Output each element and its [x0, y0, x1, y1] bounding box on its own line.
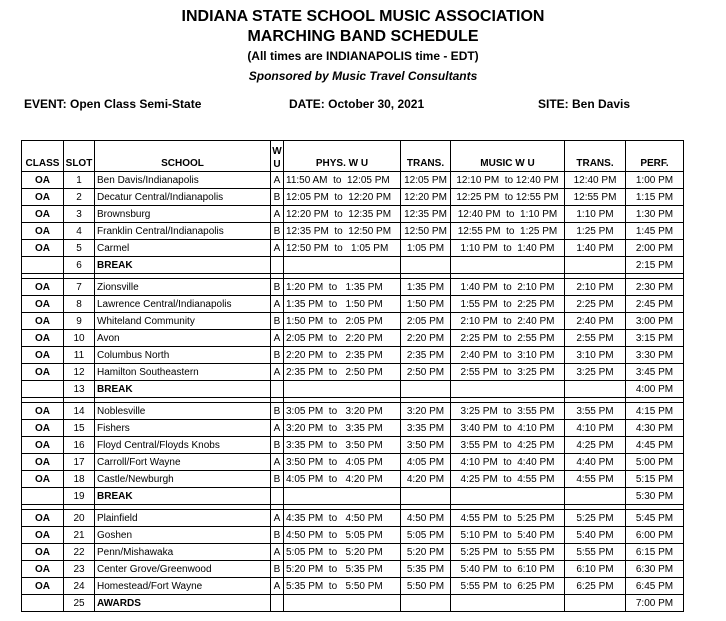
table-row: [22, 313, 684, 330]
phys-cell: 11:50 AM to 12:05 PM: [284, 172, 401, 189]
phys-cell: 1:35 PM to 1:50 PM: [284, 296, 401, 313]
phys-cell: 2:35 PM to 2:50 PM: [284, 364, 401, 381]
music-cell: 3:25 PM to 3:55 PM: [451, 403, 565, 420]
music-cell: 1:40 PM to 2:10 PM: [451, 279, 565, 296]
warmup-cell: B: [271, 437, 284, 454]
music-cell: 12:25 PM to 12:55 PM: [451, 189, 565, 206]
phys-cell: 12:05 PM to 12:20 PM: [284, 189, 401, 206]
phys-cell: [284, 488, 401, 505]
perf-cell: 5:45 PM: [626, 510, 684, 527]
trans-cell: [401, 257, 451, 274]
trans-cell: 3:50 PM: [401, 437, 451, 454]
perf-cell: 6:00 PM: [626, 527, 684, 544]
col-header-trans: TRANS.: [401, 141, 451, 172]
warmup-cell: [271, 488, 284, 505]
trans-cell: 2:35 PM: [401, 347, 451, 364]
school-cell: Ben Davis/Indianapolis: [95, 172, 271, 189]
table-row: [22, 578, 684, 595]
class-cell: OA: [22, 206, 64, 223]
table-row: [22, 403, 684, 420]
warmup-cell: B: [271, 403, 284, 420]
music-cell: 2:40 PM to 3:10 PM: [451, 347, 565, 364]
class-cell: OA: [22, 347, 64, 364]
slot-cell: 25: [64, 595, 95, 612]
trans-cell: 5:50 PM: [401, 578, 451, 595]
class-cell: OA: [22, 172, 64, 189]
warmup-cell: A: [271, 420, 284, 437]
page-subtitle: MARCHING BAND SCHEDULE: [247, 28, 479, 45]
phys-cell: 3:50 PM to 4:05 PM: [284, 454, 401, 471]
table-row: [22, 527, 684, 544]
slot-cell: 18: [64, 471, 95, 488]
school-cell: Center Grove/Greenwood: [95, 561, 271, 578]
trans2-cell: 4:10 PM: [565, 420, 626, 437]
break-row: [22, 595, 684, 612]
warmup-cell: [271, 595, 284, 612]
school-cell: Hamilton Southeastern: [95, 364, 271, 381]
warmup-cell: B: [271, 471, 284, 488]
phys-cell: [284, 595, 401, 612]
music-cell: 5:25 PM to 5:55 PM: [451, 544, 565, 561]
perf-cell: 3:15 PM: [626, 330, 684, 347]
trans2-cell: 2:10 PM: [565, 279, 626, 296]
music-cell: 1:55 PM to 2:25 PM: [451, 296, 565, 313]
trans2-cell: 2:55 PM: [565, 330, 626, 347]
perf-cell: 2:15 PM: [626, 257, 684, 274]
phys-cell: 5:20 PM to 5:35 PM: [284, 561, 401, 578]
perf-cell: 1:30 PM: [626, 206, 684, 223]
slot-cell: 21: [64, 527, 95, 544]
music-cell: 4:25 PM to 4:55 PM: [451, 471, 565, 488]
perf-cell: 1:45 PM: [626, 223, 684, 240]
slot-cell: 5: [64, 240, 95, 257]
table-row: [22, 510, 684, 527]
trans-cell: 2:05 PM: [401, 313, 451, 330]
music-cell: [451, 257, 565, 274]
music-cell: 12:10 PM to 12:40 PM: [451, 172, 565, 189]
perf-cell: 2:45 PM: [626, 296, 684, 313]
music-cell: [451, 381, 565, 398]
school-cell: AWARDS: [95, 595, 271, 612]
class-cell: OA: [22, 510, 64, 527]
col-header-class: CLASS: [22, 141, 64, 172]
col-header-wu-w: W: [272, 146, 282, 157]
slot-cell: 7: [64, 279, 95, 296]
trans-cell: [401, 488, 451, 505]
music-cell: 12:55 PM to 1:25 PM: [451, 223, 565, 240]
warmup-cell: [271, 381, 284, 398]
warmup-cell: A: [271, 364, 284, 381]
phys-cell: 2:05 PM to 2:20 PM: [284, 330, 401, 347]
table-row: [22, 471, 684, 488]
slot-cell: 13: [64, 381, 95, 398]
trans2-cell: [565, 381, 626, 398]
trans-cell: 1:50 PM: [401, 296, 451, 313]
trans-cell: 12:50 PM: [401, 223, 451, 240]
class-cell: OA: [22, 471, 64, 488]
phys-cell: 5:35 PM to 5:50 PM: [284, 578, 401, 595]
perf-cell: 3:30 PM: [626, 347, 684, 364]
trans2-cell: 12:40 PM: [565, 172, 626, 189]
trans-cell: 1:05 PM: [401, 240, 451, 257]
perf-cell: 3:45 PM: [626, 364, 684, 381]
table-header-row: [22, 141, 684, 172]
warmup-cell: A: [271, 510, 284, 527]
slot-cell: 11: [64, 347, 95, 364]
slot-cell: 12: [64, 364, 95, 381]
slot-cell: 10: [64, 330, 95, 347]
school-cell: Floyd Central/Floyds Knobs: [95, 437, 271, 454]
trans-cell: 3:35 PM: [401, 420, 451, 437]
table-row: [22, 189, 684, 206]
slot-cell: 17: [64, 454, 95, 471]
perf-cell: 1:00 PM: [626, 172, 684, 189]
class-cell: [22, 257, 64, 274]
class-cell: OA: [22, 578, 64, 595]
phys-cell: 3:35 PM to 3:50 PM: [284, 437, 401, 454]
trans-cell: 2:50 PM: [401, 364, 451, 381]
phys-cell: [284, 257, 401, 274]
phys-cell: 3:05 PM to 3:20 PM: [284, 403, 401, 420]
school-cell: Homestead/Fort Wayne: [95, 578, 271, 595]
table-row: [22, 544, 684, 561]
warmup-cell: B: [271, 347, 284, 364]
slot-cell: 15: [64, 420, 95, 437]
page-title: INDIANA STATE SCHOOL MUSIC ASSOCIATION: [181, 8, 545, 25]
warmup-cell: A: [271, 206, 284, 223]
trans2-cell: 1:10 PM: [565, 206, 626, 223]
table-row: [22, 223, 684, 240]
col-header-slot: SLOT: [64, 141, 95, 172]
trans-cell: 12:05 PM: [401, 172, 451, 189]
table-row: [22, 206, 684, 223]
class-cell: OA: [22, 561, 64, 578]
trans-cell: 5:20 PM: [401, 544, 451, 561]
trans2-cell: 5:25 PM: [565, 510, 626, 527]
phys-cell: 2:20 PM to 2:35 PM: [284, 347, 401, 364]
perf-cell: 6:15 PM: [626, 544, 684, 561]
trans2-cell: [565, 595, 626, 612]
warmup-cell: B: [271, 561, 284, 578]
col-header-wu: [271, 141, 284, 172]
table-row: [22, 437, 684, 454]
music-cell: 2:10 PM to 2:40 PM: [451, 313, 565, 330]
break-row: [22, 257, 684, 274]
warmup-cell: B: [271, 279, 284, 296]
event-site: SITE: Ben Davis: [538, 97, 631, 111]
phys-cell: 5:05 PM to 5:20 PM: [284, 544, 401, 561]
music-cell: [451, 595, 565, 612]
perf-cell: 2:00 PM: [626, 240, 684, 257]
table-row: [22, 172, 684, 189]
warmup-cell: [271, 257, 284, 274]
school-cell: Zionsville: [95, 279, 271, 296]
table-row: [22, 454, 684, 471]
trans2-cell: 5:55 PM: [565, 544, 626, 561]
music-cell: [451, 488, 565, 505]
col-header-perf: PERF.: [626, 141, 684, 172]
trans-cell: [401, 595, 451, 612]
perf-cell: 2:30 PM: [626, 279, 684, 296]
trans-cell: 1:35 PM: [401, 279, 451, 296]
trans2-cell: 2:25 PM: [565, 296, 626, 313]
table-row: [22, 240, 684, 257]
trans2-cell: 4:25 PM: [565, 437, 626, 454]
music-cell: 2:25 PM to 2:55 PM: [451, 330, 565, 347]
table-row: [22, 296, 684, 313]
class-cell: OA: [22, 189, 64, 206]
slot-cell: 1: [64, 172, 95, 189]
music-cell: 3:55 PM to 4:25 PM: [451, 437, 565, 454]
class-cell: OA: [22, 330, 64, 347]
slot-cell: 23: [64, 561, 95, 578]
table-row: [22, 330, 684, 347]
trans2-cell: 6:25 PM: [565, 578, 626, 595]
table-row: [22, 279, 684, 296]
trans-cell: 12:35 PM: [401, 206, 451, 223]
col-header-trans-2: TRANS.: [565, 141, 626, 172]
music-cell: 12:40 PM to 1:10 PM: [451, 206, 565, 223]
class-cell: OA: [22, 279, 64, 296]
trans2-cell: 3:10 PM: [565, 347, 626, 364]
school-cell: Goshen: [95, 527, 271, 544]
phys-cell: 3:20 PM to 3:35 PM: [284, 420, 401, 437]
slot-cell: 22: [64, 544, 95, 561]
warmup-cell: A: [271, 240, 284, 257]
school-cell: BREAK: [95, 257, 271, 274]
class-cell: OA: [22, 437, 64, 454]
school-cell: Franklin Central/Indianapolis: [95, 223, 271, 240]
slot-cell: 6: [64, 257, 95, 274]
warmup-cell: A: [271, 296, 284, 313]
class-cell: OA: [22, 527, 64, 544]
trans-cell: 4:05 PM: [401, 454, 451, 471]
event-name: EVENT: Open Class Semi-State: [24, 97, 202, 111]
perf-cell: 4:00 PM: [626, 381, 684, 398]
music-cell: 5:40 PM to 6:10 PM: [451, 561, 565, 578]
table-row: [22, 420, 684, 437]
trans-cell: 12:20 PM: [401, 189, 451, 206]
trans2-cell: [565, 488, 626, 505]
school-cell: Plainfield: [95, 510, 271, 527]
slot-cell: 8: [64, 296, 95, 313]
music-cell: 4:10 PM to 4:40 PM: [451, 454, 565, 471]
phys-cell: 12:50 PM to 1:05 PM: [284, 240, 401, 257]
perf-cell: 1:15 PM: [626, 189, 684, 206]
event-date: DATE: October 30, 2021: [289, 97, 425, 111]
warmup-cell: A: [271, 330, 284, 347]
warmup-cell: B: [271, 527, 284, 544]
music-cell: 1:10 PM to 1:40 PM: [451, 240, 565, 257]
school-cell: Carmel: [95, 240, 271, 257]
class-cell: [22, 488, 64, 505]
school-cell: BREAK: [95, 381, 271, 398]
school-cell: Brownsburg: [95, 206, 271, 223]
music-cell: 5:10 PM to 5:40 PM: [451, 527, 565, 544]
slot-cell: 24: [64, 578, 95, 595]
class-cell: OA: [22, 454, 64, 471]
trans-cell: [401, 381, 451, 398]
phys-cell: 4:50 PM to 5:05 PM: [284, 527, 401, 544]
class-cell: OA: [22, 223, 64, 240]
perf-cell: 4:30 PM: [626, 420, 684, 437]
slot-cell: 20: [64, 510, 95, 527]
class-cell: [22, 595, 64, 612]
col-header-phys: PHYS. W U: [284, 141, 401, 172]
class-cell: OA: [22, 240, 64, 257]
trans-cell: 4:50 PM: [401, 510, 451, 527]
warmup-cell: A: [271, 544, 284, 561]
schedule-table: [21, 140, 684, 612]
class-cell: OA: [22, 313, 64, 330]
slot-cell: 2: [64, 189, 95, 206]
class-cell: OA: [22, 420, 64, 437]
trans-cell: 5:05 PM: [401, 527, 451, 544]
warmup-cell: B: [271, 223, 284, 240]
perf-cell: 5:30 PM: [626, 488, 684, 505]
trans2-cell: [565, 257, 626, 274]
class-cell: [22, 381, 64, 398]
slot-cell: 9: [64, 313, 95, 330]
perf-cell: 5:00 PM: [626, 454, 684, 471]
perf-cell: 4:15 PM: [626, 403, 684, 420]
col-header-music: MUSIC W U: [451, 141, 565, 172]
perf-cell: 4:45 PM: [626, 437, 684, 454]
phys-cell: [284, 381, 401, 398]
phys-cell: 1:20 PM to 1:35 PM: [284, 279, 401, 296]
trans2-cell: 2:40 PM: [565, 313, 626, 330]
school-cell: Whiteland Community: [95, 313, 271, 330]
slot-cell: 14: [64, 403, 95, 420]
perf-cell: 5:15 PM: [626, 471, 684, 488]
warmup-cell: A: [271, 454, 284, 471]
trans2-cell: 5:40 PM: [565, 527, 626, 544]
trans2-cell: 12:55 PM: [565, 189, 626, 206]
class-cell: OA: [22, 544, 64, 561]
trans-cell: 4:20 PM: [401, 471, 451, 488]
music-cell: 4:55 PM to 5:25 PM: [451, 510, 565, 527]
slot-cell: 3: [64, 206, 95, 223]
trans-cell: 3:20 PM: [401, 403, 451, 420]
music-cell: 5:55 PM to 6:25 PM: [451, 578, 565, 595]
perf-cell: 6:45 PM: [626, 578, 684, 595]
trans2-cell: 1:25 PM: [565, 223, 626, 240]
phys-cell: 4:35 PM to 4:50 PM: [284, 510, 401, 527]
phys-cell: 1:50 PM to 2:05 PM: [284, 313, 401, 330]
school-cell: Noblesville: [95, 403, 271, 420]
trans2-cell: 1:40 PM: [565, 240, 626, 257]
school-cell: Avon: [95, 330, 271, 347]
trans2-cell: 3:55 PM: [565, 403, 626, 420]
school-cell: Fishers: [95, 420, 271, 437]
phys-cell: 12:20 PM to 12:35 PM: [284, 206, 401, 223]
class-cell: OA: [22, 403, 64, 420]
break-row: [22, 381, 684, 398]
slot-cell: 16: [64, 437, 95, 454]
table-row: [22, 364, 684, 381]
warmup-cell: A: [271, 172, 284, 189]
warmup-cell: B: [271, 189, 284, 206]
school-cell: Penn/Mishawaka: [95, 544, 271, 561]
class-cell: OA: [22, 296, 64, 313]
trans-cell: 2:20 PM: [401, 330, 451, 347]
warmup-cell: B: [271, 313, 284, 330]
school-cell: Lawrence Central/Indianapolis: [95, 296, 271, 313]
slot-cell: 4: [64, 223, 95, 240]
music-cell: 2:55 PM to 3:25 PM: [451, 364, 565, 381]
trans2-cell: 4:40 PM: [565, 454, 626, 471]
sponsor-line: Sponsored by Music Travel Consultants: [248, 69, 478, 83]
phys-cell: 4:05 PM to 4:20 PM: [284, 471, 401, 488]
perf-cell: 6:30 PM: [626, 561, 684, 578]
school-cell: Carroll/Fort Wayne: [95, 454, 271, 471]
school-cell: Columbus North: [95, 347, 271, 364]
perf-cell: 7:00 PM: [626, 595, 684, 612]
time-zone-note: (All times are INDIANAPOLIS time - EDT): [247, 49, 479, 63]
trans2-cell: 4:55 PM: [565, 471, 626, 488]
table-row: [22, 347, 684, 364]
phys-cell: 12:35 PM to 12:50 PM: [284, 223, 401, 240]
col-header-school: SCHOOL: [95, 141, 271, 172]
perf-cell: 3:00 PM: [626, 313, 684, 330]
music-cell: 3:40 PM to 4:10 PM: [451, 420, 565, 437]
col-header-wu-u: U: [273, 159, 281, 170]
warmup-cell: A: [271, 578, 284, 595]
slot-cell: 19: [64, 488, 95, 505]
break-row: [22, 488, 684, 505]
school-cell: Castle/Newburgh: [95, 471, 271, 488]
trans2-cell: 3:25 PM: [565, 364, 626, 381]
table-row: [22, 561, 684, 578]
school-cell: BREAK: [95, 488, 271, 505]
class-cell: OA: [22, 364, 64, 381]
trans2-cell: 6:10 PM: [565, 561, 626, 578]
trans-cell: 5:35 PM: [401, 561, 451, 578]
school-cell: Decatur Central/Indianapolis: [95, 189, 271, 206]
